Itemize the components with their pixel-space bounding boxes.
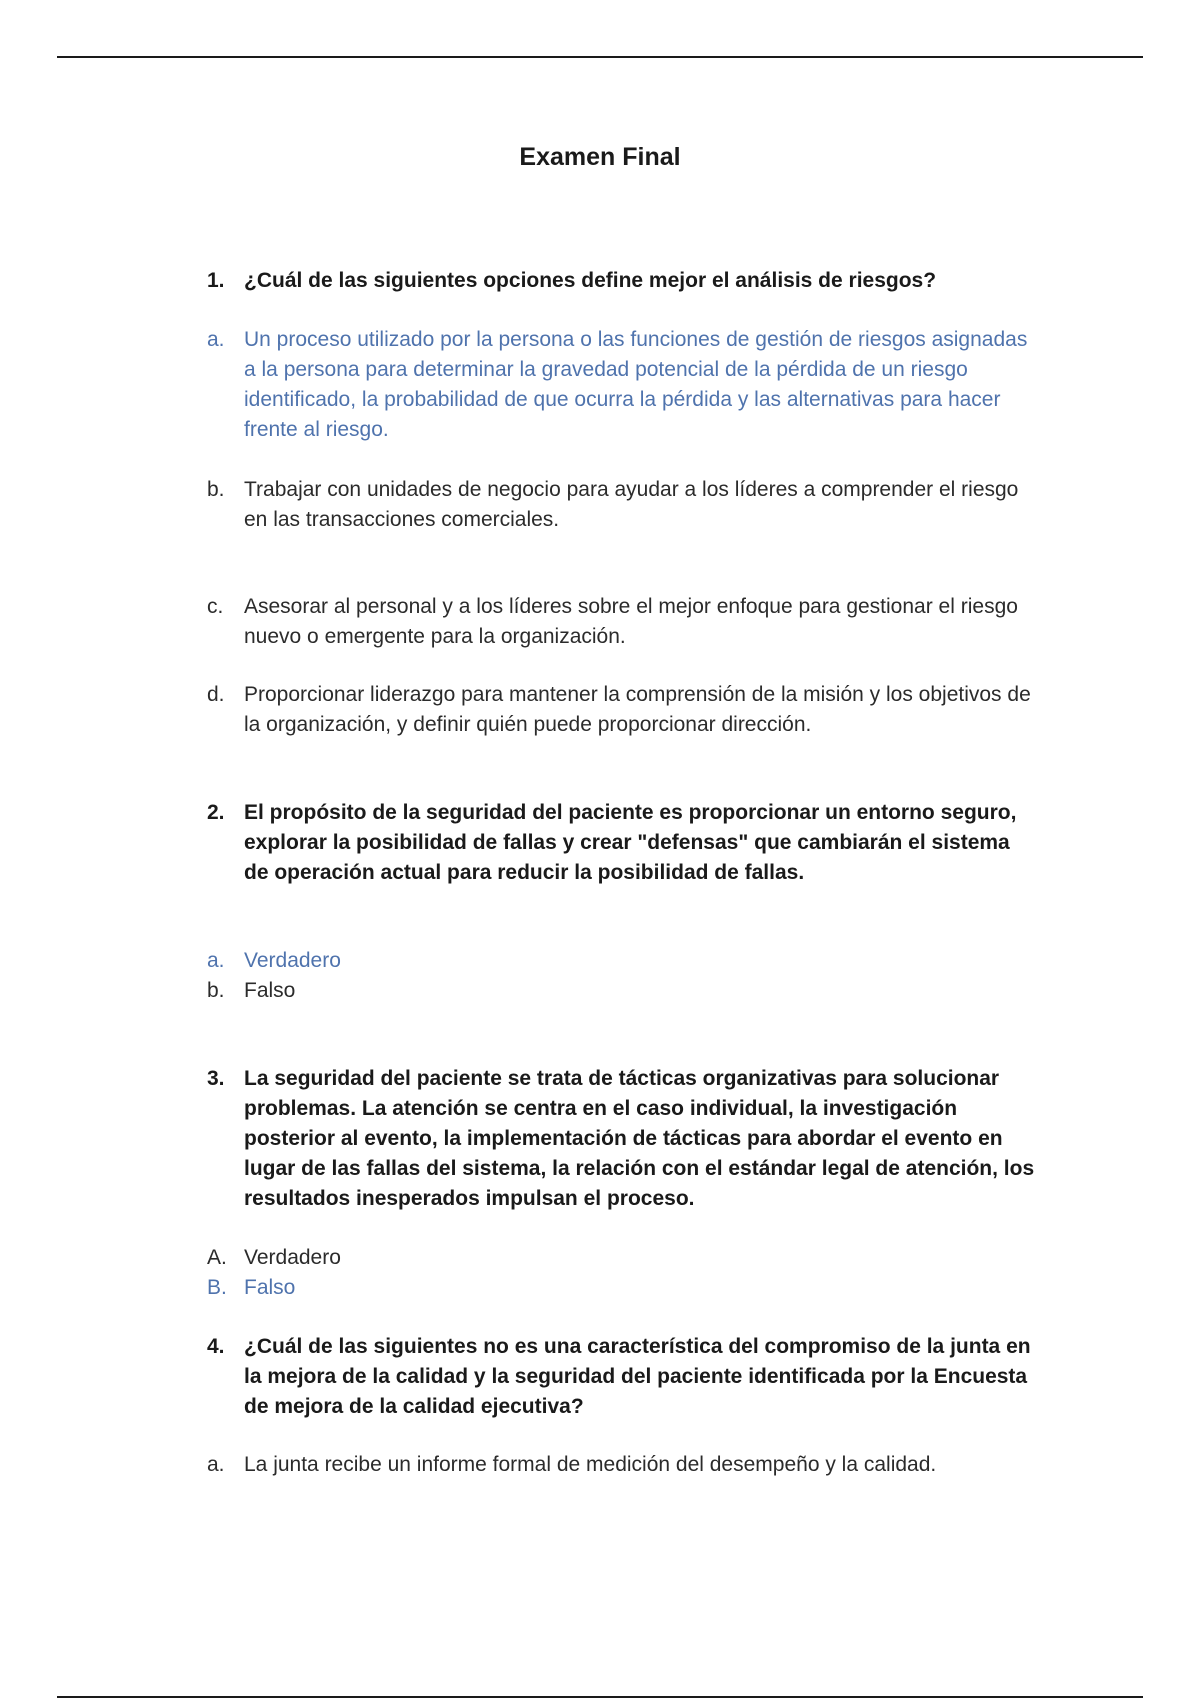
option-marker: B. [207, 1276, 227, 1299]
question-2-option-b [207, 976, 1037, 1006]
question-number: 4. [207, 1335, 225, 1358]
question-number: 1. [207, 269, 225, 292]
option-marker: A. [207, 1246, 227, 1269]
question-1-option-d [207, 680, 1037, 740]
question-text: La seguridad del paciente se trata de tácticas organizativas para solucionar problemas. La atención se centra en el caso individual, la investigación posterior al evento, la implementación de tácticas para abordar el evento en lugar de las fallas del sistema, la relación con el estándar legal de atención, los resultados inesperados impulsan el proceso. [244, 1067, 1035, 1210]
option-marker: d. [207, 683, 225, 706]
option-marker: a. [207, 328, 225, 351]
page-title: Examen Final [519, 143, 681, 171]
question-4 [207, 1332, 1037, 1422]
question-2 [207, 798, 1037, 888]
question-3-option-a [207, 1243, 1037, 1273]
question-3 [207, 1064, 1037, 1214]
option-text: Falso [244, 979, 296, 1002]
question-text: ¿Cuál de las siguientes opciones define mejor el análisis de riesgos? [244, 269, 937, 292]
footer-rule [57, 1696, 1143, 1698]
option-text: Verdadero [244, 949, 341, 972]
option-marker: c. [207, 595, 224, 618]
option-text: Asesorar al personal y a los líderes sobre el mejor enfoque para gestionar el riesgo nuevo o emergente para la organización. [244, 595, 1018, 648]
option-text: Falso [244, 1276, 296, 1299]
question-2-option-a [207, 946, 1037, 976]
question-text: El propósito de la seguridad del paciente es proporcionar un entorno seguro, explorar la posibilidad de fallas y crear "defensas" que cambiarán el sistema de operación actual para reducir la posibilidad de fallas. [244, 801, 1017, 884]
question-text: ¿Cuál de las siguientes no es una característica del compromiso de la junta en la mejora de la calidad y la seguridad del paciente identificada por la Encuesta de mejora de la calidad ejecutiva? [244, 1335, 1031, 1418]
option-marker: a. [207, 949, 225, 972]
option-text: La junta recibe un informe formal de medición del desempeño y la calidad. [244, 1453, 937, 1476]
question-1 [207, 266, 1037, 296]
option-marker: a. [207, 1453, 225, 1476]
question-3-option-b [207, 1273, 1037, 1303]
question-number: 2. [207, 801, 225, 824]
option-text: Proporcionar liderazgo para mantener la comprensión de la misión y los objetivos de la organización, y definir quién puede proporcionar dirección. [244, 683, 1031, 736]
option-text: Trabajar con unidades de negocio para ayudar a los líderes a comprender el riesgo en las transacciones comerciales. [244, 478, 1019, 531]
question-4-option-a [207, 1450, 1037, 1480]
option-marker: b. [207, 979, 225, 1002]
question-number: 3. [207, 1067, 225, 1090]
option-text: Un proceso utilizado por la persona o las funciones de gestión de riesgos asignadas a la persona para determinar la gravedad potencial de la pérdida de un riesgo identificado, la probabilidad de que ocurra la pérdida y las alternativas para hacer frente al riesgo. [244, 328, 1028, 441]
question-1-option-c [207, 592, 1037, 652]
option-marker: b. [207, 478, 225, 501]
option-text: Verdadero [244, 1246, 341, 1269]
header-rule [57, 56, 1143, 58]
question-1-option-b [207, 475, 1037, 535]
question-1-option-a [207, 325, 1037, 445]
